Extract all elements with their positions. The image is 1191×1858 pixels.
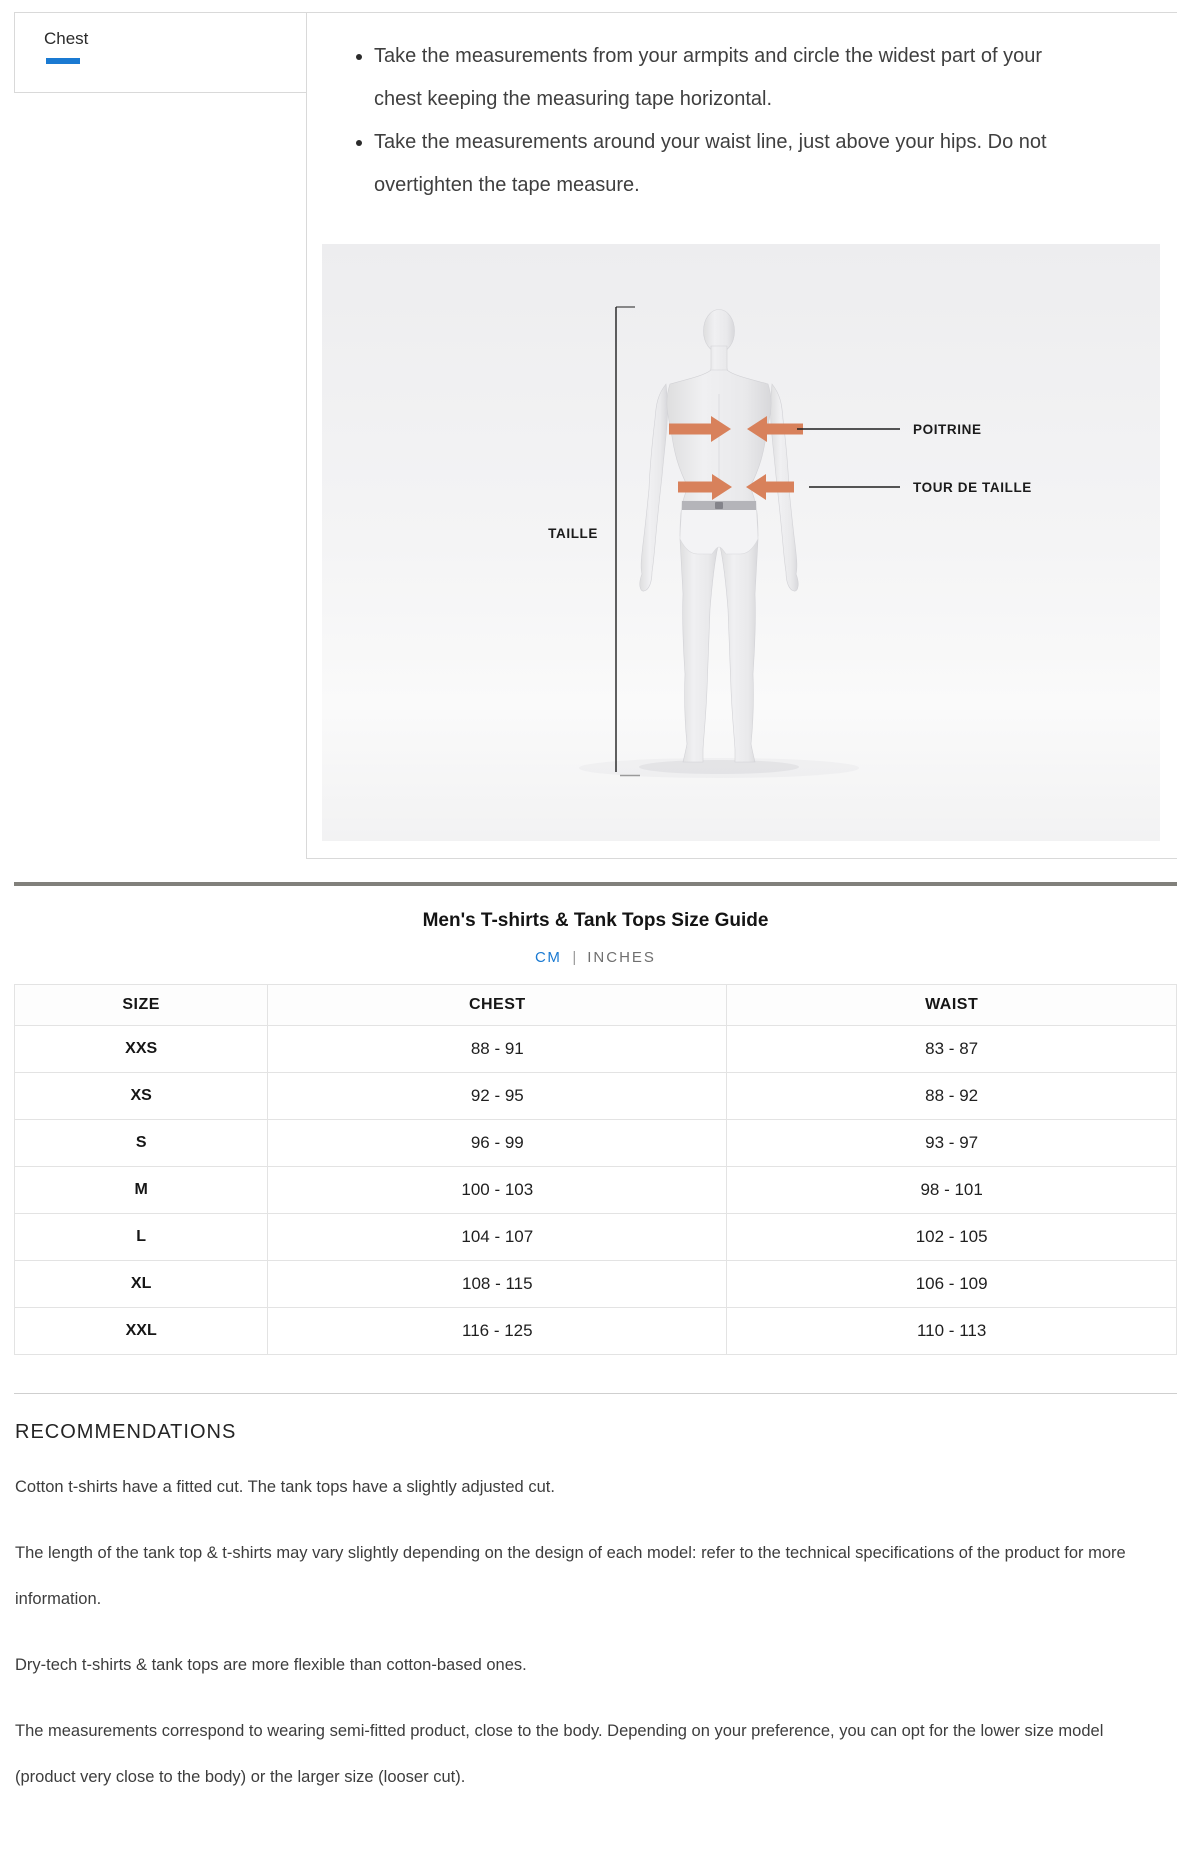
unit-separator: | [572, 949, 577, 966]
instruction-text-waist: Take the measurements around your waist line, just above your hips. Do not overtighten the tape measure. [374, 131, 1047, 196]
cell-size: S [15, 1120, 268, 1167]
cell-waist: 102 - 105 [727, 1214, 1177, 1261]
measurement-section [14, 12, 1177, 859]
cell-size: XS [15, 1073, 268, 1120]
cell-waist: 110 - 113 [727, 1308, 1177, 1355]
unit-toggle [14, 949, 1177, 966]
size-guide-page [0, 12, 1191, 1836]
table-header-row [15, 985, 1177, 1026]
cell-chest: 116 - 125 [268, 1308, 727, 1355]
table-row [15, 1073, 1177, 1120]
waistband-logo [715, 502, 723, 509]
unit-cm-option[interactable]: CM [535, 949, 562, 966]
mannequin-underwear [680, 501, 758, 554]
cell-size: M [15, 1167, 268, 1214]
header-chest: CHEST [268, 985, 727, 1026]
cell-chest: 88 - 91 [268, 1026, 727, 1073]
cell-waist: 93 - 97 [727, 1120, 1177, 1167]
table-row [15, 1026, 1177, 1073]
mannequin-diagram [322, 244, 1160, 841]
instruction-item-waist [374, 121, 1064, 207]
active-tab-indicator [46, 58, 80, 64]
header-waist: WAIST [727, 985, 1177, 1026]
cell-size: XXS [15, 1026, 268, 1073]
measurement-content [307, 13, 1177, 859]
cell-chest: 108 - 115 [268, 1261, 727, 1308]
size-table [14, 984, 1177, 1355]
recommendation-paragraph: The length of the tank top & t-shirts may vary slightly depending on the design of each model: refer to the technical specifications of the product for more information. [15, 1544, 1126, 1608]
chest-label: POITRINE [913, 422, 982, 437]
table-row [15, 1308, 1177, 1355]
table-row [15, 1214, 1177, 1261]
recommendations-body [14, 1464, 1177, 1800]
recommendation-paragraph: Dry-tech t-shirts & tank tops are more flexible than cotton-based ones. [15, 1656, 527, 1674]
cell-size: XL [15, 1261, 268, 1308]
instruction-text-chest: Take the measurements from your armpits and circle the widest part of your chest keeping the measuring tape horizontal. [374, 45, 1043, 110]
recommendations-section [14, 1421, 1177, 1800]
header-size: SIZE [15, 985, 268, 1026]
size-guide-title: Men's T-shirts & Tank Tops Size Guide [422, 910, 769, 931]
cell-waist: 88 - 92 [727, 1073, 1177, 1120]
cell-waist: 83 - 87 [727, 1026, 1177, 1073]
height-label: TAILLE [548, 526, 598, 541]
recommendation-paragraph: Cotton t-shirts have a fitted cut. The tank tops have a slightly adjusted cut. [15, 1478, 555, 1496]
floor-shadow-inner [639, 760, 799, 774]
cell-chest: 100 - 103 [268, 1167, 727, 1214]
instruction-item-chest [374, 35, 1064, 121]
recommendations-heading: RECOMMENDATIONS [15, 1421, 237, 1443]
cell-size: XXL [15, 1308, 268, 1355]
table-row [15, 1120, 1177, 1167]
cell-waist: 98 - 101 [727, 1167, 1177, 1214]
cell-waist: 106 - 109 [727, 1261, 1177, 1308]
table-row [15, 1261, 1177, 1308]
cell-chest: 92 - 95 [268, 1073, 727, 1120]
cell-chest: 96 - 99 [268, 1120, 727, 1167]
tab-chest[interactable] [14, 13, 306, 93]
cell-chest: 104 - 107 [268, 1214, 727, 1261]
tab-chest-label: Chest [44, 29, 89, 48]
instruction-list [307, 35, 1067, 207]
table-row [15, 1167, 1177, 1214]
waist-label: TOUR DE TAILLE [913, 480, 1032, 495]
recommendations-divider [14, 1393, 1177, 1394]
unit-inches-option[interactable]: INCHES [587, 949, 656, 966]
tab-list [14, 13, 307, 859]
measurement-figure [322, 244, 1160, 841]
cell-size: L [15, 1214, 268, 1261]
section-divider [14, 882, 1177, 886]
recommendation-paragraph: The measurements correspond to wearing semi-fitted product, close to the body. Depending on your preference, you can opt for the lower size model (product very close to the body) or the larger size (looser cut). [15, 1722, 1104, 1786]
